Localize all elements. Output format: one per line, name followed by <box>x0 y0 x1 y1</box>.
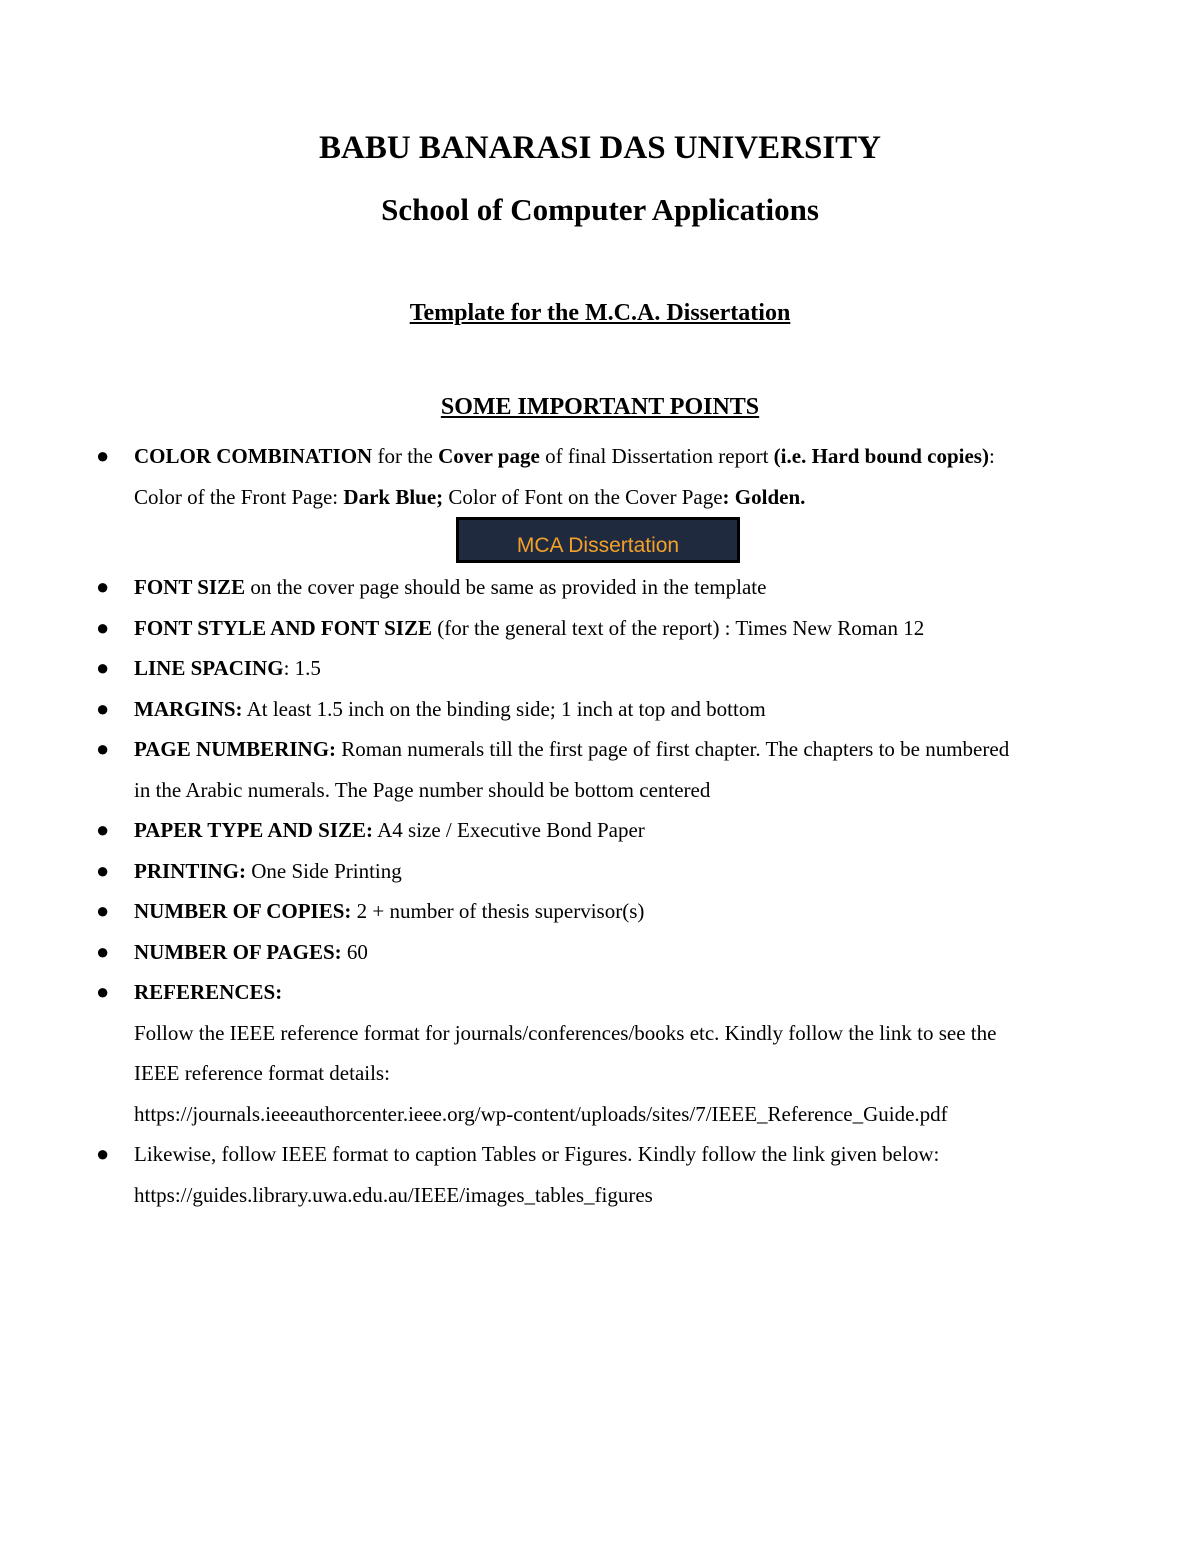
item-label: LINE SPACING <box>134 656 284 680</box>
school-name: School of Computer Applications <box>381 192 819 227</box>
list-item-copies <box>96 891 1136 932</box>
list-item-references <box>96 972 1136 1013</box>
list-item-font-style <box>96 608 1136 649</box>
list-item-line-spacing <box>96 648 1136 689</box>
item-text: : 1.5 <box>283 656 321 680</box>
template-title: Template for the M.C.A. Dissertation <box>409 300 791 326</box>
item-text: 60 <box>341 939 368 964</box>
item-text: on the cover page should be same as provided in the template <box>245 575 767 599</box>
item-label: NUMBER OF PAGES: <box>134 939 342 964</box>
item-label: PRINTING: <box>134 858 247 883</box>
list-item-continuation <box>96 1175 1136 1216</box>
list-item-margins <box>96 689 1136 730</box>
bullet-icon: ● <box>96 655 110 680</box>
item-bold: (i.e. Hard bound copies) <box>773 444 989 468</box>
bullet-icon: ● <box>96 1141 110 1166</box>
item-label: FONT SIZE <box>134 575 246 599</box>
list-item-paper <box>96 810 1136 851</box>
item-text: 2 + number of thesis supervisor(s) <box>351 899 645 923</box>
list-item-continuation <box>96 1053 1136 1094</box>
bullet-icon: ● <box>96 736 110 761</box>
bullet-icon: ● <box>96 938 110 964</box>
item-text: One Side Printing <box>246 858 402 883</box>
section-heading: SOME IMPORTANT POINTS <box>440 394 760 420</box>
item-label: REFERENCES: <box>134 980 283 1004</box>
list-item-continuation <box>96 1013 1136 1054</box>
cover-color-swatch: MCA Dissertation <box>456 517 740 563</box>
item-text: for the <box>372 444 439 468</box>
list-item-continuation <box>96 1094 1136 1135</box>
item-text: Color of Font on the Cover Page <box>443 484 723 509</box>
item-text: Color of the Front Page: <box>134 484 344 509</box>
item-bold: Dark Blue; <box>343 484 444 509</box>
item-label: COLOR COMBINATION <box>134 444 373 468</box>
bullet-icon: ● <box>96 898 110 923</box>
item-text: IEEE reference format details: <box>134 1061 390 1085</box>
list-item-continuation <box>96 770 1136 811</box>
list-item-captions <box>96 1134 1136 1175</box>
bullet-icon: ● <box>96 979 110 1004</box>
item-text: At least 1.5 inch on the binding side; 1 inch at top and bottom <box>242 696 766 721</box>
item-label: PAGE NUMBERING: <box>134 737 337 761</box>
bullet-icon: ● <box>96 574 110 599</box>
item-text: Likewise, follow IEEE format to caption Tables or Figures. Kindly follow the link given below: <box>134 1142 940 1166</box>
bullet-icon: ● <box>96 443 110 468</box>
list-item-pages <box>96 932 1136 973</box>
item-text: Follow the IEEE reference format for journals/conferences/books etc. Kindly follow the link to see the <box>134 1020 997 1045</box>
list-item-continuation <box>96 477 1136 518</box>
university-name: BABU BANARASI DAS UNIVERSITY <box>318 130 882 166</box>
item-text: : <box>988 444 995 468</box>
item-text: (for the general text of the report) : Times New Roman 12 <box>431 615 925 640</box>
item-text: Roman numerals till the first page of first chapter. The chapters to be numbered <box>336 737 1010 761</box>
cover-swatch-row <box>96 517 1136 567</box>
item-text: A4 size / Executive Bond Paper <box>373 818 645 842</box>
bullet-icon: ● <box>96 857 110 883</box>
ieee-reference-link[interactable]: https://journals.ieeeauthorcenter.ieee.org/wp-content/uploads/sites/7/IEEE_Reference_Guide.pdf <box>134 1101 948 1126</box>
list-item-printing <box>96 851 1136 892</box>
item-label: MARGINS: <box>134 696 243 721</box>
points-list <box>96 436 1136 1215</box>
item-bold: : Golden. <box>722 484 806 509</box>
item-text: of final Dissertation report <box>539 444 774 468</box>
item-label: PAPER TYPE AND SIZE: <box>134 818 374 842</box>
item-label: FONT STYLE AND FONT SIZE <box>134 615 432 640</box>
item-label: NUMBER OF COPIES: <box>134 899 352 923</box>
list-item-color-combination <box>96 436 1136 477</box>
list-item-page-numbering <box>96 729 1136 770</box>
uwa-caption-link[interactable]: https://guides.library.uwa.edu.au/IEEE/images_tables_figures <box>134 1182 653 1207</box>
bullet-icon: ● <box>96 817 110 842</box>
item-text: in the Arabic numerals. The Page number should be bottom centered <box>134 777 711 802</box>
bullet-icon: ● <box>96 695 110 721</box>
bullet-icon: ● <box>96 614 110 640</box>
list-item-font-size <box>96 567 1136 608</box>
item-bold: Cover page <box>438 444 540 468</box>
